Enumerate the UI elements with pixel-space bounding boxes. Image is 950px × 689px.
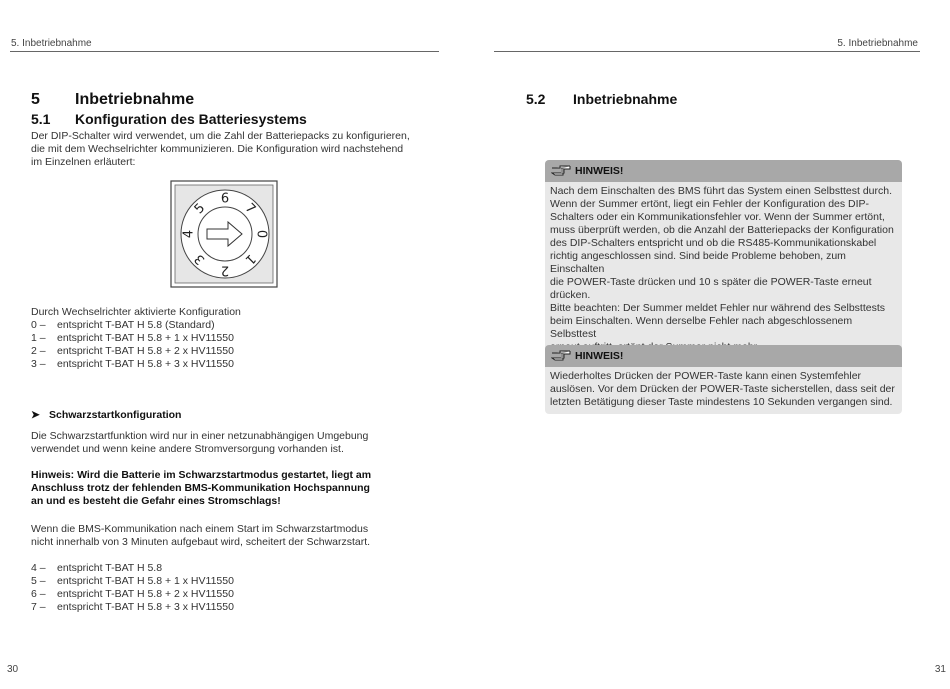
- list-text: entspricht T-BAT H 5.8 + 3 x HV11550: [57, 601, 234, 613]
- fail-paragraph: [31, 523, 370, 549]
- notice-header: [545, 160, 902, 182]
- list-text: entspricht T-BAT H 5.8 + 1 x HV11550: [57, 332, 234, 344]
- list-item: [31, 575, 234, 588]
- text-line: muss überprüft werden, ob die Anzahl der Batteriepacks der Konfiguration: [550, 224, 894, 236]
- dial-label: 5: [191, 200, 209, 218]
- text-line: die POWER-Taste drücken und 10 s später die POWER-Taste erneut drücken.: [550, 276, 872, 301]
- text-line: Der DIP-Schalter wird verwendet, um die Zahl der Batteriepacks zu konfigurieren,: [31, 130, 410, 142]
- notice-label: HINWEIS!: [575, 350, 624, 362]
- notice-body: [545, 367, 902, 414]
- list-item: [31, 358, 234, 371]
- list-number: 4 –: [31, 562, 46, 574]
- header-rule-left: [10, 51, 439, 52]
- text-line: Nach dem Einschalten des BMS führt das System einen Selbsttest durch.: [550, 185, 893, 197]
- running-header-left: 5. Inbetriebnahme: [11, 38, 92, 49]
- section-title: Konfiguration des Batteriesystems: [75, 111, 307, 127]
- text-line: Die Schwarzstartfunktion wird nur in einer netzunabhängigen Umgebung: [31, 430, 369, 442]
- bullet-title: Schwarzstartkonfiguration: [49, 409, 182, 421]
- section-title: Inbetriebnahme: [573, 91, 678, 107]
- list-item: [31, 332, 234, 345]
- notice-body: [545, 182, 902, 359]
- list-number: 0 –: [31, 319, 46, 331]
- header-rule-right: [494, 51, 920, 52]
- chapter-title: Inbetriebnahme: [75, 91, 195, 108]
- dial-label: 7: [241, 200, 259, 218]
- list-number: 6 –: [31, 588, 46, 600]
- text-line: Wenn die BMS-Kommunikation nach einem Start im Schwarzstartmodus: [31, 523, 369, 535]
- dial-label: 1: [241, 250, 259, 268]
- pointing-hand-icon: [551, 350, 571, 362]
- text-line: beim Einschalten. Wenn derselbe Fehler nach abgeschlossenem Selbsttest: [550, 315, 853, 340]
- list-text: entspricht T-BAT H 5.8 + 3 x HV11550: [57, 358, 234, 370]
- dial-label: 6: [220, 191, 230, 207]
- page-number-right: 31: [934, 664, 946, 675]
- black-start-paragraph: [31, 430, 368, 456]
- section-heading-5-1: [31, 111, 307, 127]
- text-line: die mit dem Wechselrichter kommunizieren. Die Konfiguration wird nachstehend: [31, 143, 404, 155]
- notice-header: [545, 345, 902, 367]
- chapter-heading: [31, 91, 194, 109]
- dial-label: 3: [191, 250, 209, 268]
- text-line: des DIP-Schalters entspricht und ob die RS485-Kommunikationskabel: [550, 237, 877, 249]
- list-text: entspricht T-BAT H 5.8 + 2 x HV11550: [57, 345, 234, 357]
- list-number: 1 –: [31, 332, 46, 344]
- list-item: [31, 601, 234, 614]
- notice-box-2: [545, 345, 902, 414]
- pointing-hand-icon: [551, 165, 571, 177]
- text-line: Wenn der Summer ertönt, liegt ein Fehler der Konfiguration des DIP-: [550, 198, 870, 210]
- list-item: [31, 319, 234, 332]
- list-number: 7 –: [31, 601, 46, 613]
- black-start-list: [31, 562, 234, 614]
- text-line: Bitte beachten: Der Summer meldet Fehler nur während des Selbsttests: [550, 302, 885, 314]
- section-number: 5.1: [31, 111, 51, 127]
- list-item: [31, 588, 234, 601]
- list-text: entspricht T-BAT H 5.8 + 1 x HV11550: [57, 575, 234, 587]
- text-line: Hinweis: Wird die Batterie im Schwarzstartmodus gestartet, liegt am: [31, 469, 372, 481]
- running-header-right: 5. Inbetriebnahme: [837, 38, 918, 49]
- text-line: richtig angeschlossen sind. Sind beide Probleme behoben, zum Einschalten: [550, 250, 846, 275]
- list-item: [31, 345, 234, 358]
- config-list: [31, 319, 234, 371]
- list-text: entspricht T-BAT H 5.8: [57, 562, 163, 574]
- text-line: Anschluss trotz der fehlenden BMS-Kommunikation Hochspannung: [31, 482, 370, 494]
- notice-box-1: [545, 160, 902, 359]
- bullet-heading: [31, 409, 181, 421]
- text-line: Schalters oder ein Kommunikationsfehler vor. Wenn der Summer ertönt,: [550, 211, 885, 223]
- section-number: 5.2: [526, 91, 546, 107]
- text-line: im Einzelnen erläutert:: [31, 156, 136, 168]
- dip-switch-illustration: [170, 180, 278, 288]
- text-line: nicht innerhalb von 3 Minuten aufgebaut wird, scheitert der Schwarzstart.: [31, 536, 371, 548]
- list-text: entspricht T-BAT H 5.8 (Standard): [57, 319, 215, 331]
- list-item: [31, 562, 234, 575]
- chapter-number: 5: [31, 91, 40, 108]
- dial-label: 4: [181, 229, 197, 239]
- config-title: Durch Wechselrichter aktivierte Konfiguration: [31, 306, 241, 318]
- text-line: verwendet und wenn keine andere Stromversorgung vorhanden ist.: [31, 443, 344, 455]
- section-heading-5-2: [526, 91, 677, 107]
- notice-label: HINWEIS!: [575, 165, 624, 177]
- intro-paragraph: [31, 130, 410, 169]
- dial-label: 2: [220, 262, 230, 278]
- list-text: entspricht T-BAT H 5.8 + 2 x HV11550: [57, 588, 234, 600]
- text-line: an und es besteht die Gefahr eines Stromschlags!: [31, 495, 281, 507]
- dial-label: 0: [253, 229, 269, 239]
- list-number: 5 –: [31, 575, 46, 587]
- text-line: letzten Betätigung dieser Taste mindestens 10 Sekunden vergangen sind.: [550, 396, 893, 408]
- warning-paragraph: [31, 469, 371, 508]
- text-line: Wiederholtes Drücken der POWER-Taste kann einen Systemfehler: [550, 370, 862, 382]
- list-number: 2 –: [31, 345, 46, 357]
- text-line: auslösen. Vor dem Drücken der POWER-Taste sicherstellen, dass seit der: [550, 383, 895, 395]
- page-number-left: 30: [7, 664, 19, 675]
- list-number: 3 –: [31, 358, 46, 370]
- arrowhead-bullet-icon: ➤: [31, 409, 40, 421]
